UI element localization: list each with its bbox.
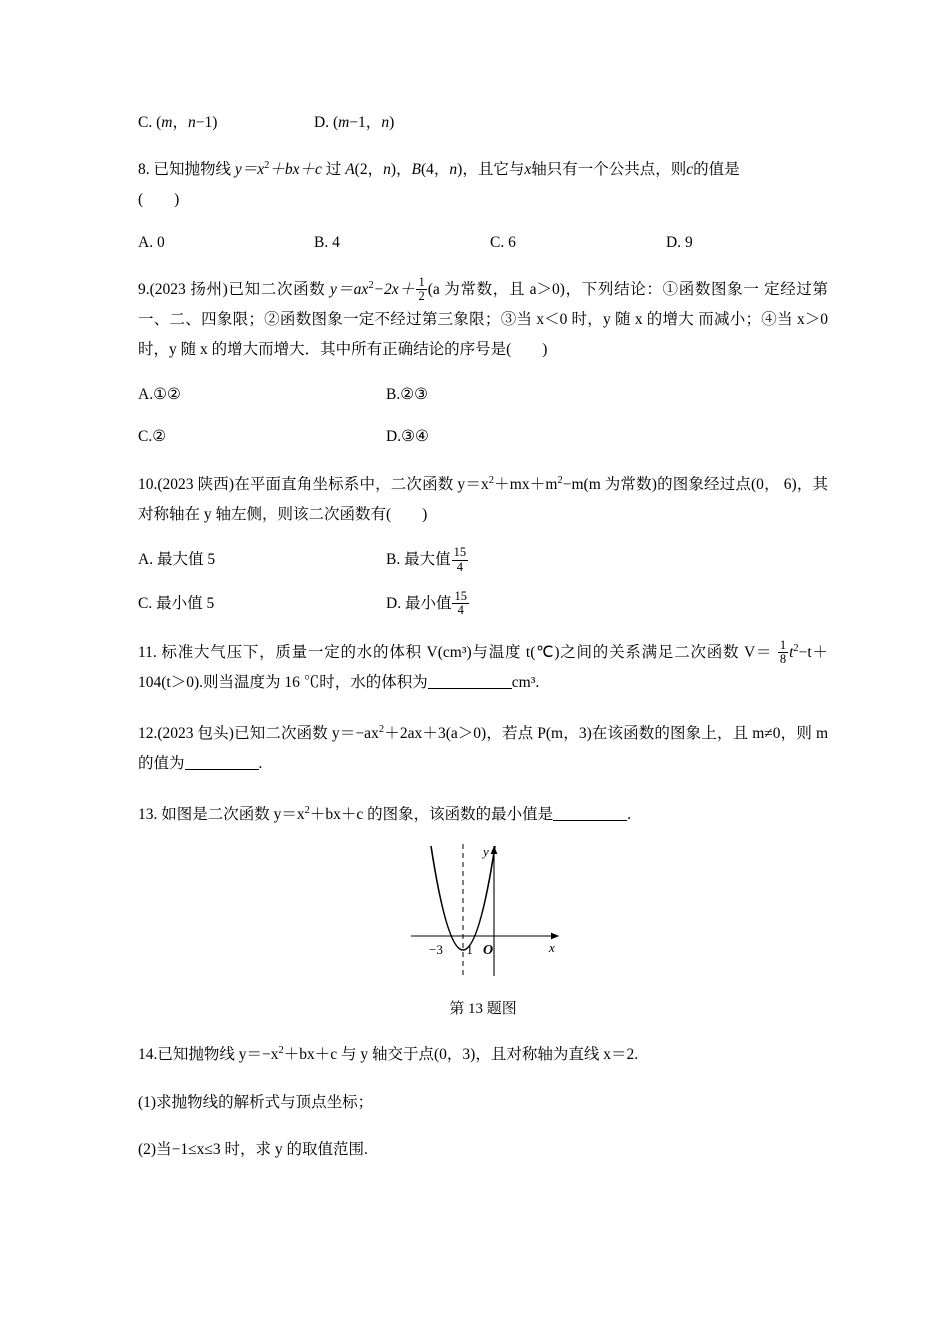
question-12-text-3: m≠0，则 m 的值为 (138, 725, 829, 773)
question-11-exp: 2 (793, 642, 799, 654)
option-d-q9[interactable]: D.③④ (386, 428, 429, 446)
answer-blank-q12[interactable] (185, 755, 259, 770)
option-d-q10-label: D. 最小值 (386, 594, 452, 612)
option-b-q10[interactable] (386, 547, 469, 574)
figure-13-caption: 第 13 题图 (449, 1001, 517, 1018)
q8-f1: y＝x (234, 161, 265, 179)
question-8-formula-1 (235, 161, 322, 178)
content-column (138, 112, 828, 1182)
option-d-frac-num: 15 (454, 588, 467, 603)
question-8 (138, 151, 828, 215)
question-9-text-1: 已知二次函数 (227, 281, 326, 299)
question-14-text-2: ＋bx＋c 与 y 轴交于点(0，3)，且对称轴为直线 x＝2. (283, 1046, 639, 1064)
question-12-source: (2023 包头) (157, 725, 234, 743)
question-13-number: 13. (138, 806, 158, 824)
q9-frac-num: 1 (418, 275, 425, 290)
answer-blank-q13[interactable] (553, 806, 627, 821)
question-8-text-3: ，且它与 (462, 161, 525, 179)
answer-blank-q11[interactable] (428, 674, 512, 689)
option-d-q10-fraction (452, 590, 469, 617)
q9-fraction-half (416, 276, 426, 303)
question-8-var-c: c (686, 161, 694, 179)
question-13 (138, 796, 828, 830)
option-d-prefix: D. ( (314, 114, 339, 131)
question-8-text-4: 轴只有一个公共点，则 (531, 161, 687, 179)
origin-label: O (483, 943, 494, 959)
figure-13 (138, 836, 828, 991)
option-c-q7 (138, 112, 314, 134)
question-12-period: . (258, 755, 263, 773)
question-12-text-1: 已知二次函数 y＝−ax (233, 725, 379, 743)
option-d-suffix: ) (389, 114, 395, 131)
options-row-q7 (138, 112, 828, 134)
question-9-source: (2023 扬州) (149, 281, 228, 299)
option-c-var-m: m (161, 114, 173, 131)
options-row-q10-cd (138, 588, 828, 618)
question-11-number: 11. (138, 644, 157, 662)
question-11-unit: cm³. (511, 674, 540, 692)
q11-frac-num: 1 (779, 637, 787, 652)
question-9 (138, 271, 828, 365)
x-axis-label: x (549, 940, 555, 956)
question-10-exp2: 2 (557, 475, 563, 487)
question-14-exp: 2 (278, 1045, 284, 1057)
option-d-q8[interactable]: D. 9 (666, 234, 693, 252)
q8-A: A (345, 161, 355, 179)
options-row-q9-cd (138, 424, 828, 450)
option-b-q10-label: B. 最大值 (386, 551, 451, 569)
question-10 (138, 466, 828, 530)
question-9-number: 9. (138, 281, 150, 299)
option-d-var-m: m (338, 114, 350, 131)
question-8-text-1: 已知抛物线 (153, 161, 232, 179)
q9-exp: 2 (368, 280, 374, 292)
option-d-q7 (314, 112, 490, 134)
option-c-comma: ， (172, 114, 188, 131)
question-10-number: 10. (138, 476, 158, 494)
option-c-var-n: n (187, 114, 196, 131)
question-9-formula (329, 275, 428, 304)
q9-f1: y＝ax (329, 281, 369, 299)
question-11-text-2: −t＋104(t＞0).则当温度为 16 ℃时，水的体积为 (138, 644, 828, 692)
question-10-text-1: 在平面直角坐标系中，二次函数 y＝x (234, 476, 489, 494)
option-b-frac-num: 15 (453, 545, 467, 560)
question-9-text-4: 而减小；④当 x＞0 时，y 随 x 的增大而增大．其中所有正确结论的序号是( ) (138, 311, 828, 359)
option-a-q10[interactable]: A. 最大值 5 (138, 551, 216, 569)
tick-label-neg1: −1 (459, 942, 473, 958)
question-14 (138, 1036, 828, 1070)
question-11-fraction (778, 639, 788, 666)
option-d-var-n: n (381, 114, 390, 131)
question-13-exp: 2 (304, 805, 310, 817)
q8-B-n: n (449, 161, 458, 179)
option-d-frac-den: 4 (452, 603, 469, 617)
q11-frac-den: 8 (779, 652, 787, 667)
parabola-graph (363, 836, 603, 986)
options-row-q9-ab (138, 382, 828, 408)
q8-B: B (411, 161, 421, 179)
question-13-period: . (627, 806, 632, 824)
question-8-answer-paren[interactable]: ( ) (138, 191, 180, 209)
question-14-number: 14. (138, 1046, 158, 1064)
question-11 (138, 634, 828, 698)
q9-f2: −2x＋ (373, 281, 416, 299)
question-10-text-3: −m(m 为常数)的图象经过点(0， (562, 476, 780, 494)
question-8-number: 8. (138, 161, 150, 179)
option-d-q10[interactable] (386, 588, 470, 618)
question-9-text-2: (a 为常数，且 a＞0)，下列结论：①函数图象一 (427, 281, 760, 299)
question-10-text-2: ＋mx＋m (493, 476, 558, 494)
option-a-q9[interactable]: A.①② (138, 386, 181, 404)
question-14-text-1: 已知抛物线 y＝−x (157, 1046, 279, 1064)
options-row-q10-ab (138, 547, 828, 574)
question-12-text-2: ＋2ax＋3(a＞0)，若点 P(m，3)在该函数的图象上，且 (384, 725, 749, 743)
q8-A-n: n (383, 161, 391, 179)
question-12-exp: 2 (378, 724, 385, 736)
option-c-q10[interactable]: C. 最小值 5 (138, 594, 215, 612)
q8-A-close: )， (390, 161, 412, 179)
option-c-prefix: C. ( (138, 114, 162, 131)
x-axis-arrow (551, 933, 559, 940)
question-8-text-5: 的值是 (693, 161, 740, 179)
option-c-suffix: −1) (195, 114, 218, 131)
option-b-q10-fraction (452, 546, 469, 573)
q9-frac-den: 2 (418, 289, 425, 304)
q8-A-open: (2， (354, 161, 384, 179)
question-13-text-2: ＋bx＋c 的图象，该函数的最小值是 (309, 806, 554, 824)
options-row-q8 (138, 232, 828, 254)
option-d-mid: −1， (349, 114, 382, 131)
question-10-exp1: 2 (488, 475, 494, 487)
q8-f1b: ＋bx＋c (269, 161, 322, 179)
question-10-text-4: 6)，其对称轴在 y 轴左侧，则该二次函数有( ) (138, 476, 828, 524)
question-8-text-2: 过 (325, 161, 342, 179)
option-c-q8[interactable]: C. 6 (490, 234, 516, 252)
option-c-q9[interactable]: C.② (138, 428, 167, 446)
question-14-sub-2: (2)当−1≤x≤3 时，求 y 的取值范围. (138, 1140, 368, 1158)
question-12 (138, 715, 828, 779)
question-11-text-1: 标准大气压下，质量一定的水的体积 V(cm³)与温度 t(℃)之间的关系满足二次函数 V＝ (161, 644, 773, 662)
question-8-var-x: x (524, 161, 532, 179)
option-b-frac-den: 4 (452, 560, 469, 574)
question-8-points (345, 161, 462, 178)
question-11-var-t: t (789, 644, 794, 662)
q8-B-close: ) (457, 161, 463, 179)
q8-B-open: (4， (420, 161, 450, 179)
option-a-q8[interactable]: A. 0 (138, 234, 165, 252)
q8-exp1: 2 (264, 160, 270, 171)
y-axis-label: y (483, 844, 489, 860)
question-10-source: (2023 陕西) (157, 476, 235, 494)
question-9-text-3: 定经过第一、二、四象限；②函数图象一定不经过第三象限；③当 x＜0 时，y 随 x 的增大 (138, 281, 829, 329)
question-12-number: 12. (138, 725, 158, 743)
tick-label-neg3: −3 (429, 942, 443, 958)
question-14-sub-1: (1)求抛物线的解析式与顶点坐标； (138, 1093, 374, 1111)
option-b-q8[interactable]: B. 4 (314, 234, 340, 252)
option-b-q9[interactable]: B.②③ (386, 386, 429, 404)
question-13-text-1: 如图是二次函数 y＝x (161, 806, 305, 824)
